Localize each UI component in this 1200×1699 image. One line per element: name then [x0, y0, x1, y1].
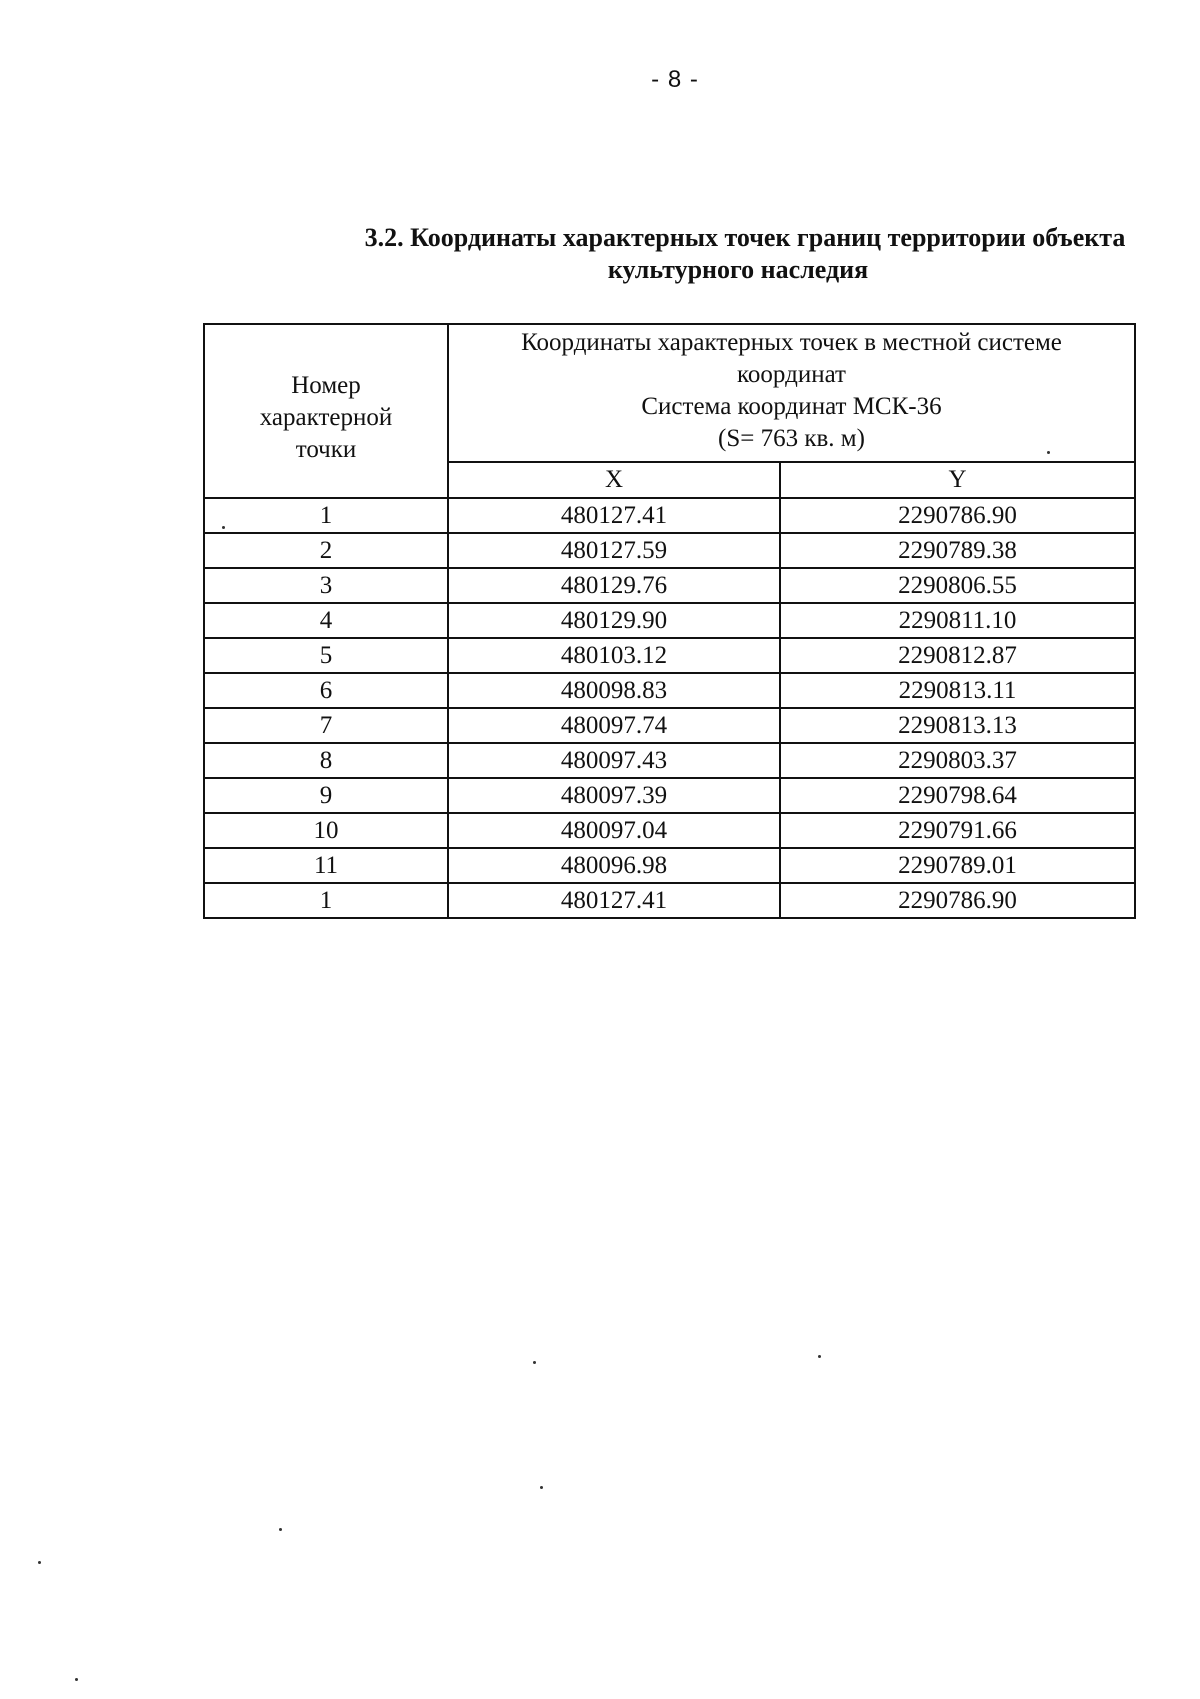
y-coordinate-cell: 2290791.66: [780, 813, 1135, 848]
point-number-cell: 1: [204, 498, 448, 533]
table-row: [204, 533, 1135, 568]
y-coordinate-cell: 2290786.90: [780, 883, 1135, 918]
scan-speck: [75, 1678, 78, 1681]
y-coordinate-cell: 2290798.64: [780, 778, 1135, 813]
y-coordinate-cell: 2290812.87: [780, 638, 1135, 673]
y-coordinate-cell: 2290789.01: [780, 848, 1135, 883]
x-coordinate-cell: 480129.76: [448, 568, 780, 603]
header-point-number-line: характерной: [259, 404, 393, 431]
x-coordinate-cell: 480097.74: [448, 708, 780, 743]
scan-speck: [222, 526, 225, 529]
y-coordinate-cell: 2290813.13: [780, 708, 1135, 743]
point-number-cell: 7: [204, 708, 448, 743]
y-coordinate-cell: 2290806.55: [780, 568, 1135, 603]
table-header-row: [204, 324, 1135, 462]
scan-speck: [540, 1486, 543, 1489]
point-number-cell: 8: [204, 743, 448, 778]
scan-speck: [38, 1561, 41, 1564]
table-row: [204, 883, 1135, 918]
x-coordinate-cell: 480129.90: [448, 603, 780, 638]
y-coordinate-cell: 2290813.11: [780, 673, 1135, 708]
point-number-cell: 9: [204, 778, 448, 813]
x-coordinate-cell: 480097.04: [448, 813, 780, 848]
table-row: [204, 848, 1135, 883]
table-row: [204, 813, 1135, 848]
x-coordinate-cell: 480127.41: [448, 883, 780, 918]
header-coordinates-line: Координаты характерных точек в местной системе: [521, 329, 1062, 356]
header-point-number-line: точки: [295, 436, 357, 463]
coordinates-table: [203, 323, 1136, 919]
section-heading: [200, 222, 1200, 286]
header-point-number-line: Номер: [291, 372, 361, 399]
header-coordinates-line: (S= 763 кв. м): [718, 425, 865, 452]
section-heading-line-2: культурного наследия: [607, 255, 869, 284]
x-coordinate-cell: 480097.39: [448, 778, 780, 813]
point-number-cell: 10: [204, 813, 448, 848]
header-point-number: [204, 324, 448, 498]
point-number-cell: 6: [204, 673, 448, 708]
scan-speck: [279, 1528, 282, 1531]
header-coordinates-line: Система координат МСК-36: [641, 393, 942, 420]
x-coordinate-cell: 480098.83: [448, 673, 780, 708]
point-number-cell: 4: [204, 603, 448, 638]
table-row: [204, 638, 1135, 673]
scan-speck: [1047, 451, 1050, 454]
x-coordinate-cell: 480096.98: [448, 848, 780, 883]
table-body: [204, 498, 1135, 918]
table-row: [204, 498, 1135, 533]
table-row: [204, 743, 1135, 778]
point-number-cell: 3: [204, 568, 448, 603]
scan-speck: [533, 1361, 536, 1364]
table-row: [204, 673, 1135, 708]
scan-speck: [818, 1355, 821, 1358]
point-number-cell: 5: [204, 638, 448, 673]
point-number-cell: 11: [204, 848, 448, 883]
y-coordinate-cell: 2290786.90: [780, 498, 1135, 533]
point-number-cell: 2: [204, 533, 448, 568]
x-coordinate-cell: 480097.43: [448, 743, 780, 778]
page-number: - 8 -: [651, 66, 699, 93]
point-number-cell: 1: [204, 883, 448, 918]
header-coordinates-line: координат: [737, 361, 846, 388]
table-row: [204, 568, 1135, 603]
header-y: Y: [780, 462, 1135, 498]
y-coordinate-cell: 2290789.38: [780, 533, 1135, 568]
header-x: X: [448, 462, 780, 498]
y-coordinate-cell: 2290811.10: [780, 603, 1135, 638]
y-coordinate-cell: 2290803.37: [780, 743, 1135, 778]
table-row: [204, 778, 1135, 813]
x-coordinate-cell: 480127.59: [448, 533, 780, 568]
section-heading-line-1: 3.2. Координаты характерных точек границ территории объекта: [364, 223, 1126, 252]
table-row: [204, 708, 1135, 743]
table-row: [204, 603, 1135, 638]
header-coordinates: [448, 324, 1135, 462]
x-coordinate-cell: 480103.12: [448, 638, 780, 673]
x-coordinate-cell: 480127.41: [448, 498, 780, 533]
